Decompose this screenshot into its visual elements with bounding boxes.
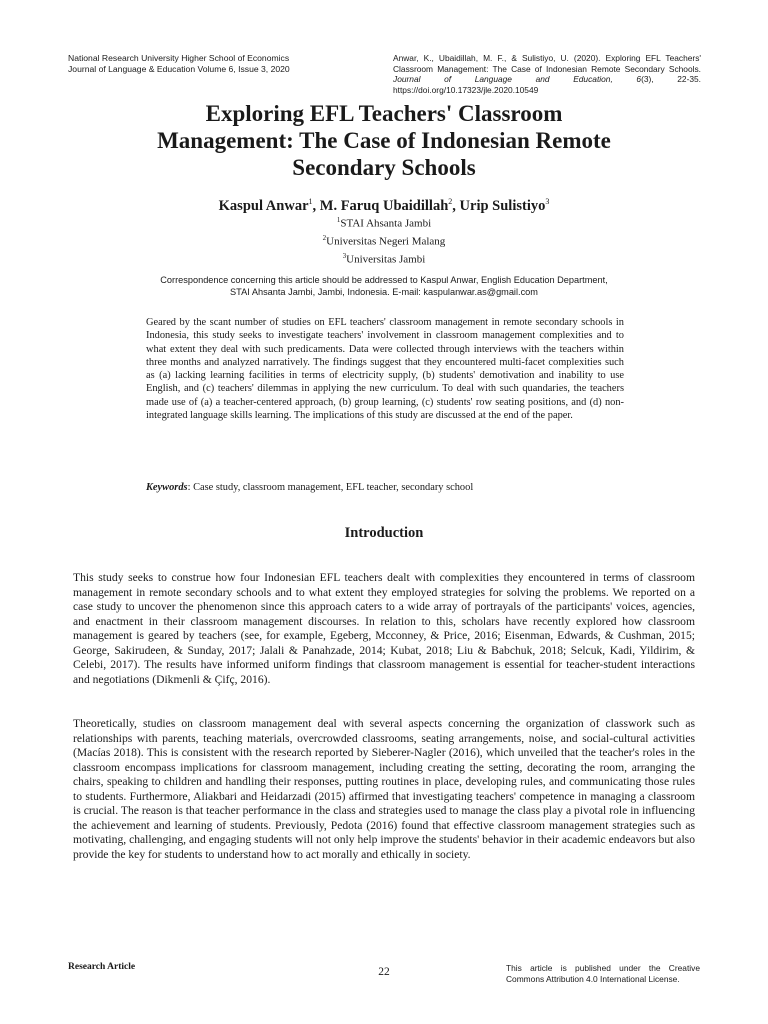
running-header-citation (393, 53, 701, 95)
article-type-label: Research Article (68, 962, 136, 972)
running-header-left (68, 53, 358, 75)
keywords (146, 482, 624, 493)
journal-volume: Journal of Language & Education Volume 6, Issue 3, 2020 (68, 64, 290, 74)
author-separator: , (312, 197, 320, 214)
citation-journal: Journal of Language and Education, 6 (393, 74, 642, 85)
affiliation-mark: 3 (342, 252, 347, 260)
affiliation-name: Universitas Jambi (346, 253, 426, 266)
affiliation (200, 234, 568, 248)
article-title: Exploring EFL Teachers' Classroom Management: The Case of Indonesian Remote Secondary Schools (157, 101, 611, 180)
author-list (140, 197, 628, 215)
abstract: Geared by the scant number of studies on EFL teachers' classroom management in remote secondary schools in Indonesia, this study seeks to investigate teachers' involvement in classroom management complexities and to what extent they deal with such predicaments. Data were collected through interviews with the teachers within three months and analyzed narratively. The findings suggest that they encountered multi-facet complexities such as (a) lacking learning facilities in terms of electricity supply, (b) students' demotivation and inability to use English, and (c) teachers' dilemmas in applying the new curriculum. To deal with such quandaries, the teachers made use of (a) a teacher-centered approach, (b) group learning, (c) students' row seating positions, and (d) non-integrated language skills learning. The implications of this study are discussed at the end of the paper. (146, 317, 624, 422)
affiliation-name: Universitas Negeri Malang (326, 235, 446, 248)
body-paragraph: Theoretically, studies on classroom management deal with several aspects concerning the organization of classwork such as relationships with parents, teaching materials, overcrowded classrooms, seating arrangements, noise, and social-cultural activities (Macías 2018). This is consistent with the research reported by Sieberer-Nagler (2016), which unveiled that the teacher's roles in the classroom encompass implications for classroom management, including creating the setting, decorating the room, arranging the chairs, speaking to children and handling their responses, putting routines in place, developing rules, and communicating those rules to students. Furthermore, Aliakbari and Heidarzadi (2015) affirmed that investigating teachers' competence in managing a classroom is crucial. The reason is that teacher performance in the class and strategies used to manage the class play a pivotal role in influencing the achievement and learning of students. Previously, Pedota (2016) found that effective classroom management strategies such as motivating, challenging, and engaging students will not only help improve the students' behavior in their academic endeavors but also provide the key for students to understand how to act morally and ethically in society. (73, 717, 695, 861)
keywords-list: : Case study, classroom management, EFL teacher, secondary school (187, 482, 474, 493)
affiliation-mark: 1 (336, 216, 341, 224)
page-number: 22 (378, 966, 390, 978)
author-mark: 1 (308, 197, 313, 206)
affiliation-name: STAI Ahsanta Jambi (340, 217, 432, 230)
license-note: This article is published under the Creative Commons Attribution 4.0 International License. (506, 963, 700, 984)
keywords-label: Keywords (146, 482, 188, 493)
author-name: M. Faruq Ubaidillah (319, 197, 449, 214)
author-name: Urip Sulistiyo (459, 197, 546, 214)
affiliation (200, 216, 568, 230)
author-mark: 3 (545, 197, 550, 206)
author-name: Kaspul Anwar (218, 197, 309, 214)
affiliation-mark: 2 (322, 234, 327, 242)
body-paragraph: This study seeks to construe how four Indonesian EFL teachers dealt with complexities they encountered in terms of classroom management in remote secondary schools and to what extent they employed strategies for solving the problems. We reported on a case study to uncover the phenomenon since this approach caters to a wide array of portrayals of the participants' voices, agencies, and enactment in their classroom management discourses. In relation to this, scholars have recently explored how classroom management is geared by teachers (see, for example, Egeberg, Mcconney, & Price, 2016; Eisenman, Edwards, & Cushman, 2015; George, Sakirudeen, & Sunday, 2017; Jalali & Panahzade, 2014; Kubat, 2018; Liu & Babchuk, 2018; Selcuk, Kadi, Yildirim, & Celebi, 2017). The results have informed uniform findings that classroom management is essential for teacher-student interactions and negotiations (Dikmenli & Çifç, 2016). (73, 571, 695, 686)
affiliation (200, 252, 568, 266)
citation-text: Anwar, K., Ubaidillah, M. F., & Sulistiyo, U. (2020). Exploring EFL Teachers' Classroom Management: The Case of Indonesian Remote Secondary Schools. (393, 53, 701, 74)
section-heading-introduction: Introduction (344, 525, 424, 541)
citation-doi: (3), 22-35. https://doi.org/10.17323/jle.2020.10549 (393, 74, 701, 95)
author-mark: 2 (448, 197, 453, 206)
correspondence-note: Correspondence concerning this article should be addressed to Kaspul Anwar, English Education Department, STAI Ahsanta Jambi, Jambi, Indonesia. E-mail: kaspulanwar.as@gmail.com (160, 275, 608, 297)
publisher-name: National Research University Higher School of Economics (68, 53, 290, 63)
author-separator: , (452, 197, 460, 214)
